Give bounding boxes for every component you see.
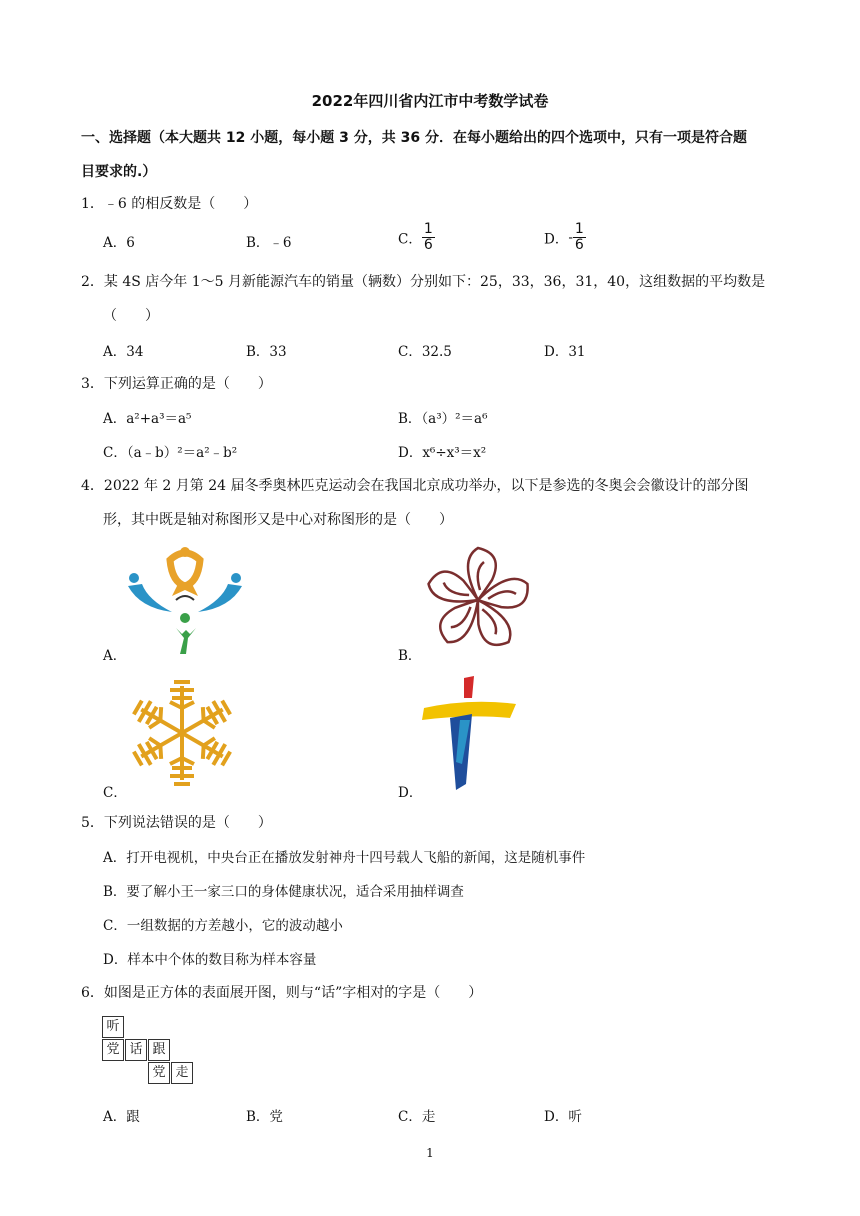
q1-option-b: B．﹣6 [246, 235, 292, 251]
q2-option-c: C．32.5 [398, 344, 452, 360]
q1-c-numerator: 1 [423, 221, 433, 237]
cube-net-cell: 话 [125, 1039, 147, 1061]
cube-net-cell: 听 [102, 1016, 124, 1038]
q1-option-c [398, 222, 435, 253]
q6-option-b: B．党 [246, 1109, 283, 1125]
q1-stem: 1．﹣6 的相反数是（ ） [81, 196, 258, 212]
q4-stem-line2: 形，其中既是轴对称图形又是中心对称图形的是（ ） [103, 512, 453, 528]
q1-d-denominator: 6 [574, 237, 584, 253]
page-number: 1 [426, 1146, 434, 1160]
section-heading-line2: 目要求的.） [81, 164, 157, 180]
section-heading-line1: 一、选择题（本大题共 12 小题，每小题 3 分，共 36 分．在每小题给出的四个选项中，只有一项是符合题 [81, 130, 747, 146]
q3-option-a: A．a²+a³＝a⁵ [103, 411, 192, 427]
q1-d-numerator: 1 [574, 221, 584, 237]
q5-option-b: B．要了解小王一家三口的身体健康状况，适合采用抽样调查 [103, 884, 464, 900]
q5-option-a: A．打开电视机，中央台正在播放发射神舟十四号载人飞船的新闻，这是随机事件 [103, 850, 586, 866]
q6-stem: 6．如图是正方体的表面展开图，则与“话”字相对的字是（ ） [81, 985, 483, 1001]
emblem-c-figure [122, 678, 242, 788]
q6-option-c: C．走 [398, 1109, 436, 1125]
page-title: 2022年四川省内江市中考数学试卷 [311, 92, 549, 110]
q1-option-c-fraction [422, 222, 435, 253]
q1-option-d [544, 222, 586, 253]
q6-option-d: D．听 [544, 1109, 582, 1125]
emblem-b-figure [418, 540, 538, 660]
q4-option-c: C． [103, 785, 127, 801]
q5-option-c: C．一组数据的方差越小，它的波动越小 [103, 918, 343, 934]
q6-option-a: A．跟 [103, 1109, 140, 1125]
emblem-d-figure [420, 674, 520, 792]
q4-stem-line1: 4．2022 年 2 月第 24 届冬季奥林匹克运动会在我国北京成功举办，以下是参选的冬奥会会徽设计的部分图 [81, 478, 749, 494]
cube-net-cell: 跟 [148, 1039, 170, 1061]
q2-stem-line2: （ ） [103, 308, 159, 324]
q1-option-d-fraction [573, 222, 586, 253]
q5-stem: 5．下列说法错误的是（ ） [81, 815, 272, 831]
q3-option-d: D．x⁶÷x³＝x² [398, 445, 487, 461]
q1-c-denominator: 6 [423, 237, 433, 253]
q4-option-a: A． [103, 648, 127, 664]
q1-d-sign: - [568, 229, 573, 246]
q1-option-c-label: C． [398, 231, 422, 248]
q1-option-a: A．6 [103, 235, 135, 251]
q2-option-d: D．31 [544, 344, 586, 360]
q3-option-c: C．（a﹣b）²＝a²﹣b² [103, 445, 238, 461]
cube-net-cell: 党 [148, 1062, 170, 1084]
q3-option-b: B．（a³）²＝a⁶ [398, 411, 488, 427]
q4-option-b: B． [398, 648, 422, 664]
cube-net-cell: 党 [102, 1039, 124, 1061]
q1-option-d-label: D． [544, 231, 569, 248]
q4-option-d: D． [398, 785, 423, 801]
cube-net-cell: 走 [171, 1062, 193, 1084]
q5-option-d: D．样本中个体的数目称为样本容量 [103, 952, 317, 968]
q2-option-b: B．33 [246, 344, 287, 360]
q2-option-a: A．34 [103, 344, 144, 360]
emblem-a-figure [120, 538, 250, 656]
q2-stem-line1: 2．某 4S 店今年 1～5 月新能源汽车的销量（辆数）分别如下：25，33，36，31，40，这组数据的平均数是 [81, 274, 766, 290]
q3-stem: 3．下列运算正确的是（ ） [81, 376, 272, 392]
